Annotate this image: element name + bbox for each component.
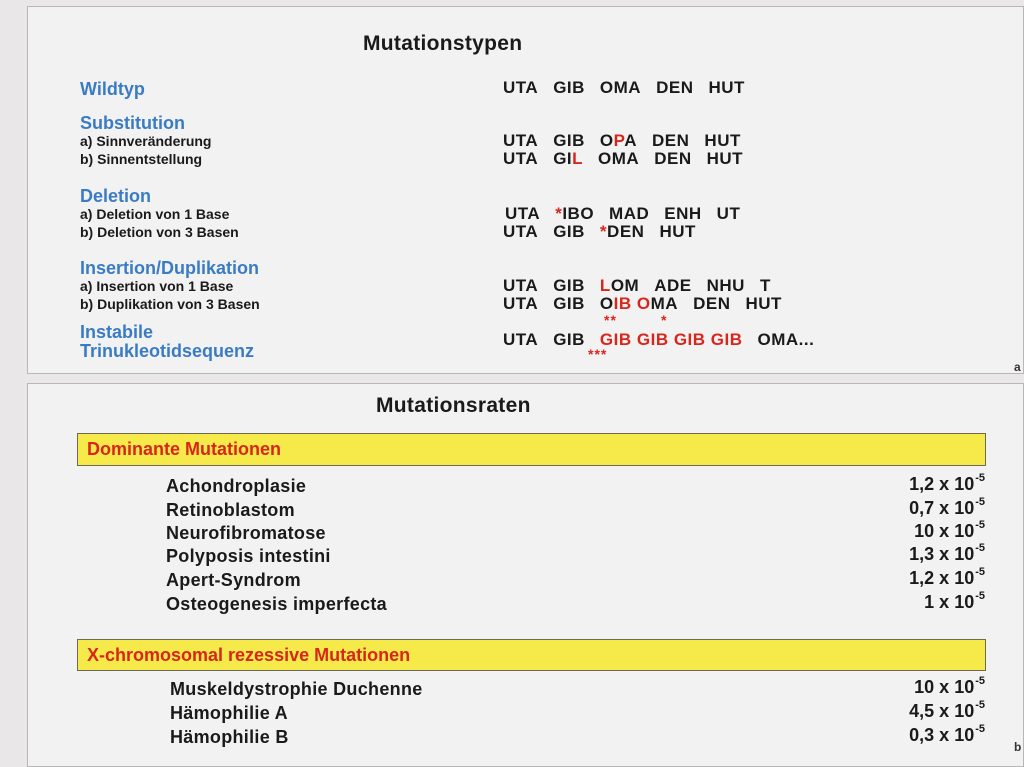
trinukleotid-sequence [503,330,814,350]
codon: UTA [503,222,539,241]
deletion-a-label: a) Deletion von 1 Base [80,206,230,222]
rates-title: Mutationsraten [376,394,531,417]
rate-name: Polyposis intestini [166,546,331,566]
codon: GIB [553,294,585,313]
deletion-b-label: b) Deletion von 3 Basen [80,224,239,240]
codon: OPA [599,131,638,150]
rate-name: Muskeldystrophie Duchenne [170,679,423,699]
codon: OMA [598,149,640,168]
codon: OMA [599,78,642,97]
codon: UTA [503,294,539,313]
codon: OIB OMA [599,294,679,313]
rate-value: 1 x $10^{-5}$ [924,590,985,612]
codon: HUT [745,294,782,313]
x-chromosomal-heading-bar: X-chromosomal rezessive Mutationen [77,639,986,671]
edge-letter-a: a [1014,360,1021,374]
rate-value: 10 x $10^{-5}$ [914,519,985,541]
rate-name: Hämophilie B [170,727,289,747]
rate-value: 0,3 x $10^{-5}$ [909,723,985,745]
codon: LOM [599,276,640,295]
codon: UTA [503,131,539,150]
wildtyp-sequence [503,78,745,98]
codon: GIB GIB GIB GIB [599,330,743,349]
rate-value: 1,2 x $10^{-5}$ [909,566,985,588]
codon: GIB [553,131,585,150]
codon: GIL [553,149,584,168]
trinukleotid-heading: Trinukleotidsequenz [80,341,255,361]
codon: HUT [659,222,696,241]
wildtyp-heading: Wildtyp [80,79,145,99]
rate-value: 1,2 x $10^{-5}$ [909,472,985,494]
codon: NHU [706,276,745,295]
insertion-heading: Insertion/Duplikation [80,258,260,278]
codon: HUT [704,131,741,150]
edge-letter-b: b [1014,740,1022,754]
deletion-a-sequence [505,204,740,224]
substitution-a-label: a) Sinnveränderung [80,133,212,149]
rate-value: 1,3 x $10^{-5}$ [909,542,985,564]
rate-value: 10 x $10^{-5}$ [914,675,985,697]
rate-value: 0,7 x $10^{-5}$ [909,496,985,518]
codon: GIB [553,330,585,349]
codon: HUT [708,78,745,97]
types-title: Mutationstypen [363,32,523,55]
substitution-b-label: b) Sinnentstellung [80,151,203,167]
codon: DEN [693,294,731,313]
codon: UTA [505,204,541,223]
rate-name: Retinoblastom [166,500,295,520]
codon: UT [716,204,741,223]
codon: DEN [652,131,690,150]
duplication-marks-a: ** [604,312,617,328]
rate-name: Osteogenesis imperfecta [166,594,387,614]
codon: *DEN [599,222,645,241]
duplikation-b-sequence [503,294,782,314]
codon: T [759,276,771,295]
codon: GIB [553,78,585,97]
codon: GIB [553,222,585,241]
rate-name: Achondroplasie [166,476,307,496]
codon: OMA... [757,330,815,349]
trinukleotid-marks: *** [588,346,608,362]
codon: UTA [503,276,539,295]
codon: HUT [706,149,744,168]
substitution-a-sequence [503,131,741,151]
codon: UTA [503,149,539,168]
rate-name: Hämophilie A [170,703,288,723]
codon: ADE [654,276,692,295]
deletion-b-sequence [503,222,696,242]
insertion-a-label: a) Insertion von 1 Base [80,278,234,294]
mutation-types-panel [27,6,1024,374]
codon: GIB [553,276,585,295]
deletion-heading: Deletion [80,186,152,206]
duplikation-b-label: b) Duplikation von 3 Basen [80,296,260,312]
insertion-a-sequence [503,276,771,296]
codon: ENH [664,204,702,223]
instabile-heading: Instabile [80,322,154,342]
codon: *IBO [555,204,595,223]
rate-name: Apert-Syndrom [166,570,301,590]
substitution-heading: Substitution [80,113,185,133]
codon: MAD [609,204,650,223]
duplication-marks-b: * [661,312,668,328]
codon: DEN [656,78,694,97]
rate-name: Neurofibromatose [166,523,326,543]
codon: DEN [654,149,692,168]
codon: UTA [503,78,539,97]
substitution-b-sequence [503,149,743,169]
dominant-heading-bar: Dominante Mutationen [77,433,986,466]
rate-value: 4,5 x $10^{-5}$ [909,699,985,721]
codon: UTA [503,330,539,349]
